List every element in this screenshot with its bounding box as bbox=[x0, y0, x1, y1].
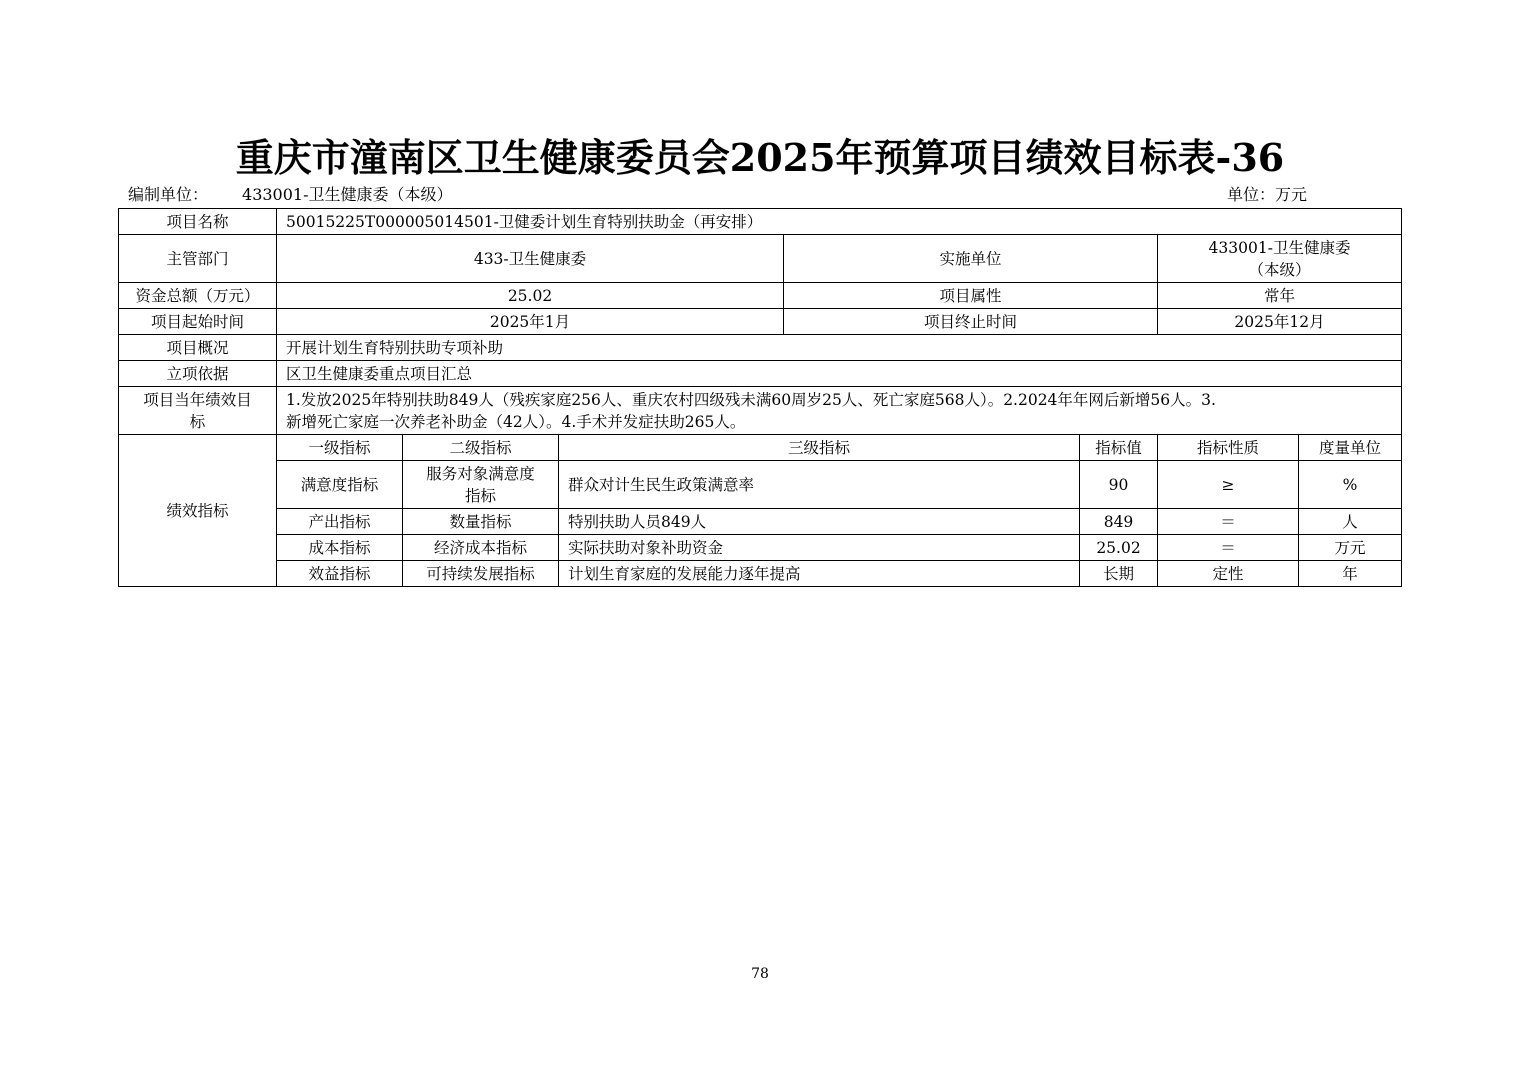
start-value: 2025年1月 bbox=[277, 309, 784, 335]
goal-label-line1: 项目当年绩效目 bbox=[143, 390, 252, 409]
org-info bbox=[128, 184, 453, 206]
indicator-level1: 产出指标 bbox=[277, 509, 403, 535]
table-row bbox=[119, 387, 1402, 435]
attr-value: 常年 bbox=[1158, 283, 1402, 309]
org-value: 433001-卫生健康委（本级） bbox=[242, 185, 453, 204]
table-row bbox=[119, 361, 1402, 387]
impl-value bbox=[1158, 235, 1402, 283]
table-row bbox=[119, 235, 1402, 283]
table-row bbox=[119, 209, 1402, 235]
page-number: 78 bbox=[751, 966, 769, 982]
goal-value-line2: 新增死亡家庭一次养老补助金（42人）。4.手术并发症扶助265人。 bbox=[286, 412, 746, 431]
header-level1: 一级指标 bbox=[277, 435, 403, 461]
indicator-unit: 万元 bbox=[1299, 535, 1402, 561]
indicators-section-label: 绩效指标 bbox=[119, 435, 277, 587]
indicator-level3: 计划生育家庭的发展能力逐年提高 bbox=[559, 561, 1080, 587]
attr-label: 项目属性 bbox=[784, 283, 1158, 309]
dept-value: 433-卫生健康委 bbox=[277, 235, 784, 283]
basis-value: 区卫生健康委重点项目汇总 bbox=[277, 361, 1402, 387]
project-name-value: 50015225T000005014501-卫健委计划生育特别扶助金（再安排） bbox=[277, 209, 1402, 235]
header-unit: 度量单位 bbox=[1299, 435, 1402, 461]
indicator-level1: 成本指标 bbox=[277, 535, 403, 561]
fund-label: 资金总额（万元） bbox=[119, 283, 277, 309]
impl-value-line1: 433001-卫生健康委 bbox=[1208, 238, 1351, 257]
indicator-unit: % bbox=[1299, 461, 1402, 509]
overview-value: 开展计划生育特别扶助专项补助 bbox=[277, 335, 1402, 361]
indicator-nature: ＝ bbox=[1158, 535, 1299, 561]
indicator-level2: 可持续发展指标 bbox=[403, 561, 559, 587]
indicator-row bbox=[119, 535, 1402, 561]
indicator-header-row bbox=[119, 435, 1402, 461]
goal-label-line2: 标 bbox=[189, 412, 206, 431]
table-row bbox=[119, 283, 1402, 309]
indicator-row bbox=[119, 561, 1402, 587]
indicator-value: 90 bbox=[1080, 461, 1158, 509]
indicator-unit: 年 bbox=[1299, 561, 1402, 587]
indicator-level2 bbox=[403, 461, 559, 509]
indicator-nature: ＝ bbox=[1158, 509, 1299, 535]
indicator-value: 长期 bbox=[1080, 561, 1158, 587]
indicator-level3: 群众对计生民生政策满意率 bbox=[559, 461, 1080, 509]
header-value: 指标值 bbox=[1080, 435, 1158, 461]
dept-label: 主管部门 bbox=[119, 235, 277, 283]
indicator-row bbox=[119, 461, 1402, 509]
org-label: 编制单位： bbox=[128, 185, 209, 204]
page-title: 重庆市潼南区卫生健康委员会2025年预算项目绩效目标表-36 bbox=[235, 135, 1285, 180]
fund-value: 25.02 bbox=[277, 283, 784, 309]
indicator-value: 849 bbox=[1080, 509, 1158, 535]
overview-label: 项目概况 bbox=[119, 335, 277, 361]
header-nature: 指标性质 bbox=[1158, 435, 1299, 461]
end-value: 2025年12月 bbox=[1158, 309, 1402, 335]
indicator-level2-line2: 指标 bbox=[464, 486, 496, 505]
table-row bbox=[119, 335, 1402, 361]
goal-label bbox=[119, 387, 277, 435]
indicator-level1: 效益指标 bbox=[277, 561, 403, 587]
goal-value-line1: 1.发放2025年特别扶助849人（残疾家庭256人、重庆农村四级残未满60周岁25人、死亡家庭568人）。2.2024年年网后新增56人。3. bbox=[286, 390, 1216, 409]
indicator-value: 25.02 bbox=[1080, 535, 1158, 561]
indicator-nature: 定性 bbox=[1158, 561, 1299, 587]
goal-value bbox=[277, 387, 1402, 435]
indicator-level2-line1: 服务对象满意度 bbox=[426, 464, 535, 483]
project-name-label: 项目名称 bbox=[119, 209, 277, 235]
unit-info: 单位：万元 bbox=[1227, 185, 1308, 204]
indicator-nature: ≥ bbox=[1158, 461, 1299, 509]
indicator-row bbox=[119, 509, 1402, 535]
header-level3: 三级指标 bbox=[559, 435, 1080, 461]
indicator-level2: 数量指标 bbox=[403, 509, 559, 535]
table-row bbox=[119, 309, 1402, 335]
end-label: 项目终止时间 bbox=[784, 309, 1158, 335]
impl-value-line2: （本级） bbox=[1248, 260, 1311, 279]
header-level2: 二级指标 bbox=[403, 435, 559, 461]
start-label: 项目起始时间 bbox=[119, 309, 277, 335]
indicator-level1: 满意度指标 bbox=[277, 461, 403, 509]
indicator-level2: 经济成本指标 bbox=[403, 535, 559, 561]
indicator-level3: 实际扶助对象补助资金 bbox=[559, 535, 1080, 561]
indicator-level3: 特别扶助人员849人 bbox=[559, 509, 1080, 535]
basis-label: 立项依据 bbox=[119, 361, 277, 387]
indicator-unit: 人 bbox=[1299, 509, 1402, 535]
impl-label: 实施单位 bbox=[784, 235, 1158, 283]
performance-table bbox=[118, 208, 1402, 587]
